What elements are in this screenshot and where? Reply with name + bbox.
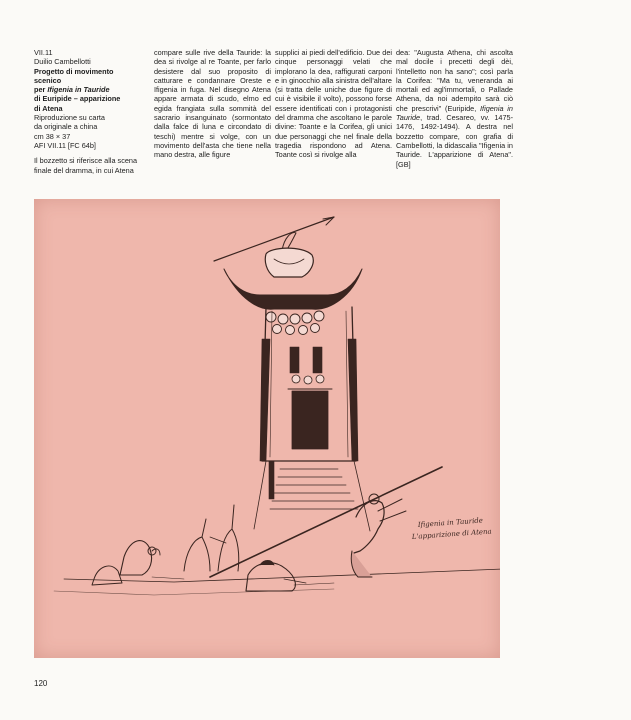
dimensions: cm 38 × 37 xyxy=(34,131,71,141)
body-text-col4-a: dea: "Augusta Athena, chi ascolta mal docile i precetti degli dèi, l'intelletto non ha sano"; così parla la Corifea: "Ma tu, veneranda ai mortali ed agl'immortali, o Pallade Athena, da noi adempito sarà ciò che prescrivi" (Euripide, xyxy=(396,48,513,113)
body-text-col4-b: , trad. Cesareo, vv. 1475-1476, 1492-1494). A destra nel bozzetto compare, con grafia di Cambellotti, la didascalia "Ifigenia in Tauride. L'apparizione di Atena". [GB] xyxy=(396,113,513,169)
body-text-col3: supplici ai piedi dell'edificio. Due dei cinque personaggi velati che implorano la dea, raffigurati carponi e in ginocchio alla sinistra dell'altare (si tratta delle uniche due figure di cui è visibile il volto), possono forse essere identificati con i protagonisti del dramma che ascoltano le parole divine: Toante e la Corifea, gli unici due personaggi che nel finale della tragedia rispondono ad Atena. Toante così si rivolge alla xyxy=(275,48,392,160)
author-name: Duilio Cambellotti xyxy=(34,57,91,67)
body-column-3 xyxy=(275,48,392,160)
catalog-entry xyxy=(34,48,142,175)
sketch-reproduction xyxy=(34,199,500,658)
body-text-col2: compare sulle rive della Tauride: la dea si rivolge al re Toante, per farlo desistere dal suo proposito di catturare e condannare Oreste e Ifigenia in fuga. Nel disegno Atena appare armata di scudo, elmo ed egida frangiata sulla sommità del sacrario insanguinato (sormontato dalla falce di luna e circondato di teschi) mentre si volge, con un movimento dell'asta che tiene nella mano destra, alle figure xyxy=(154,48,271,160)
work-title-play: Ifigenia in Tauride xyxy=(47,85,110,95)
body-column-4 xyxy=(396,48,513,169)
sketch-inscription-line2: L'apparizione di Atena xyxy=(411,527,492,541)
archive-reference: AFI VII.11 [FC 64b] xyxy=(34,140,96,150)
catalog-number: VII.11 xyxy=(34,48,53,57)
work-title-line1: Progetto di movimento scenico xyxy=(34,66,114,85)
medium-line2: da originale a china xyxy=(34,122,98,132)
work-title-line3: di Euripide – apparizione xyxy=(34,94,121,104)
work-title-line2 xyxy=(34,85,142,94)
page-number: 120 xyxy=(34,679,48,688)
body-text-col4-italic: Ifigenia in Tauride xyxy=(396,103,513,123)
sketch-drawing xyxy=(34,199,500,658)
body-column-2 xyxy=(154,48,271,160)
work-title-line4: di Atena xyxy=(34,103,63,113)
medium-line1: Riproduzione su carta xyxy=(34,113,105,123)
work-title-per: per xyxy=(34,85,48,95)
body-text-col1: Il bozzetto si riferisce alla scena finale del dramma, in cui Atena xyxy=(34,156,138,175)
sketch-inscription-line1: Ifigenia in Tauride xyxy=(417,516,484,529)
body-text-col4 xyxy=(396,48,513,169)
